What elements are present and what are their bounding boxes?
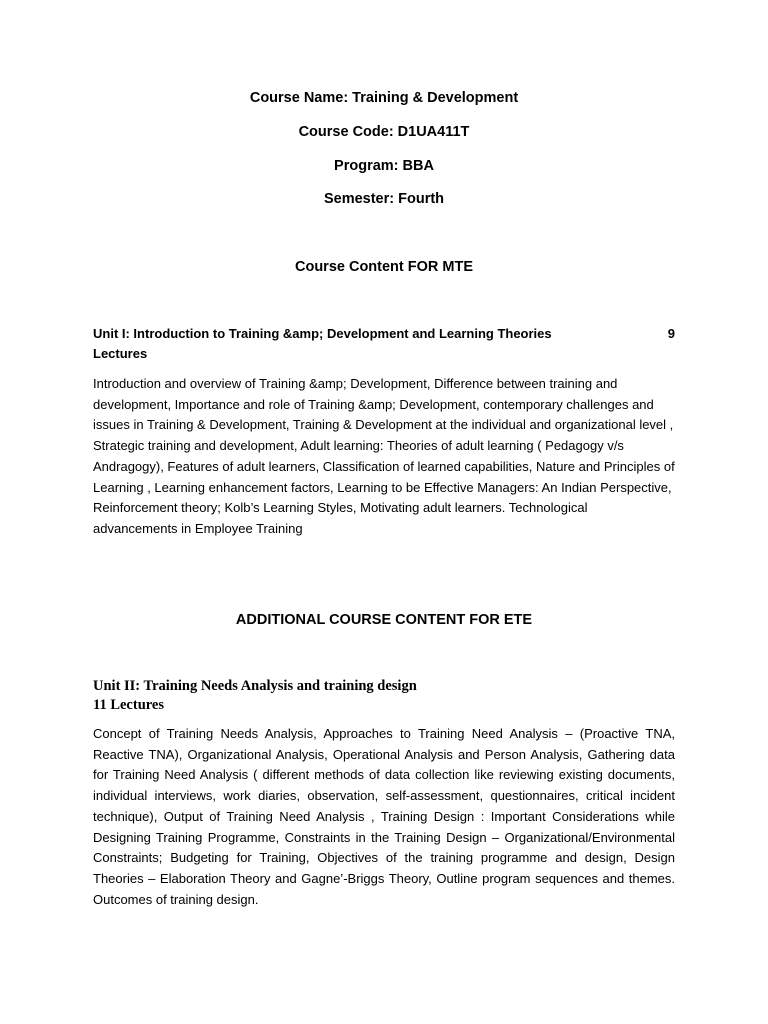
unit-2-heading bbox=[93, 677, 675, 715]
unit-2-content: Concept of Training Needs Analysis, Approaches to Training Need Analysis – (Proactive TNA, Reactive TNA), Organizational Analysis, Operational Analysis and Person Analysis, Gathering data for Training Need Analysis ( different methods of data collection like reviewing existing documents, individual interviews, work diaries, observation, self-assessment, questionnaires, critical incident technique), Output of Training Need Analysis , Training Design : Important Considerations while Designing Training Programme, Constraints in the Training Design – Organizational/Environmental Constraints; Budgeting for Training, Objectives of the training programme and design, Design Theories – Elaboration Theory and Gagne’-Briggs Theory, Outline program sequences and themes. Outcomes of training design. bbox=[93, 726, 675, 907]
unit-1-lecture-count: 9 bbox=[667, 326, 675, 341]
unit-1-lecture-label: Lectures bbox=[93, 346, 148, 361]
unit-2-title: Unit II: Training Needs Analysis and training design bbox=[93, 678, 417, 694]
course-code: Course Code: D1UA411T bbox=[298, 124, 470, 140]
semester: Semester: Fourth bbox=[323, 191, 445, 207]
unit-2-lectures: 11 Lectures bbox=[93, 697, 165, 713]
unit-1-heading bbox=[93, 324, 675, 364]
program: Program: BBA bbox=[334, 158, 434, 174]
ete-section-title: ADDITIONAL COURSE CONTENT FOR ETE bbox=[235, 612, 533, 628]
unit-1-content: Introduction and overview of Training &amp; Development, Difference between training and development, Importance and role of Training &amp; Development, contemporary challenges and issues in Training & Development, Training & Development at the individual and organizational level , Strategic training and development, Adult learning: Theories of adult learning ( Pedagogy v/s Andragogy), Features of adult learners, Classification of learned capabilities, Nature and Principles of Learning , Learning enhancement factors, Learning to be Effective Managers: An Indian Perspective, Reinforcement theory; Kolb’s Learning Styles, Motivating adult learners. Technological advancements in Employee Training bbox=[93, 376, 675, 536]
course-name: Course Name: Training & Development bbox=[249, 90, 519, 106]
mte-section-title: Course Content FOR MTE bbox=[294, 259, 474, 275]
unit-1-title: Unit I: Introduction to Training &amp; Development and Learning Theories bbox=[93, 326, 552, 341]
